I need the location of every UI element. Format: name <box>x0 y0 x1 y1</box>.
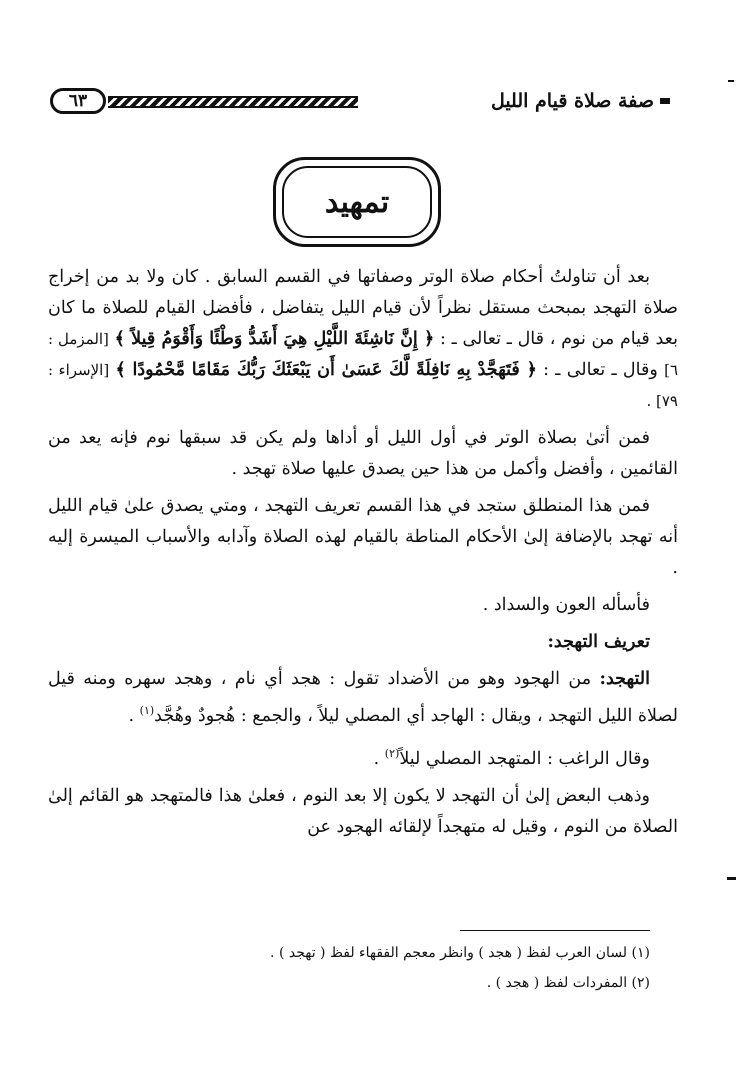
footnote-marker: (١) <box>139 704 155 717</box>
section-title: تمهيد <box>282 166 432 238</box>
paragraph-text: بعد أن تناولتُ أحكام صلاة الوتر وصفاتها في القسم السابق . كان ولا بد من إخراج صلاة التهجد بمبحث مستقل نظراً لأن قيام الليل يتفاضل ، فأفضل القيام للصلاة ما كان بعد قيام من نوم ، قال ـ تعالى ـ : <box>48 267 678 349</box>
paragraph-text: وقال الراغب : المتهجد المصلي ليلاً <box>399 748 650 769</box>
section-title-frame <box>273 157 441 247</box>
paragraph: وقال الراغب : المتهجد المصلي ليلاً$^{(٢)}$ . <box>373 746 650 769</box>
paragraph-text: وقال ـ تعالى ـ : <box>543 360 658 380</box>
definition-term: التهجد: <box>599 669 650 689</box>
running-title: صفة صلاة قيام الليل <box>490 90 654 112</box>
page-number: ٦٣ <box>50 88 106 114</box>
paragraph: فأسأله العون والسداد . <box>482 595 650 615</box>
footnote: (٢) المفردات لفظ ( هجد ) . <box>486 975 650 991</box>
ornament-icon <box>660 98 670 104</box>
footnote: (١) لسان العرب لفظ ( هجد ) وانظر معجم الفقهاء لفظ ( تهجد ) . <box>270 945 650 961</box>
paragraph: التهجد: من الهجود وهو من الأضداد تقول : هجد أي نام ، وهجد سهره ومنه قيل لصلاة الليل التهجد ، ويقال : الهاجد أي المصلي ليلاً ، والجمع : هُجودٌ وهُجَّد$^{(١)}$ . <box>48 669 678 726</box>
footnotes <box>200 940 650 1000</box>
body-text <box>48 262 678 849</box>
paragraph: وذهب البعض إلىٰ أن التهجد لا يكون إلا بعد النوم ، فعلىٰ هذا فالمتهجد هو القائم إلىٰ الصلاة من النوم ، وقيل له متهجداً لإلقائه الهجود عن <box>48 785 678 837</box>
paragraph-text: من الهجود وهو من الأضداد تقول : هجد أي نام ، وهجد سهره ومنه قيل لصلاة الليل التهجد ، ويقال : الهاجد أي المصلي ليلاً ، والجمع : هُجودٌ وهُجَّد <box>48 669 678 726</box>
footnote-divider <box>460 930 650 931</box>
footnote-marker: (٢) <box>384 746 400 760</box>
scan-mark <box>728 80 734 82</box>
paragraph: فمن أتىٰ بصلاة الوتر في أول الليل أو أداها ولم يكن قد سبقها نوم فإنه يعد من القائمين ، وأفضل وأكمل من هذا حين يصدق عليها صلاة تهجد . <box>48 428 678 479</box>
subsection-heading: تعريف التهجد: <box>547 632 650 652</box>
quran-verse: ﴿ إِنَّ نَاشِئَةَ اللَّيْلِ هِيَ أَشَدُّ وَطْئًا وَأَقْوَمُ قِيلاً ﴾ <box>114 329 435 349</box>
paragraph <box>48 262 678 417</box>
decorative-rule <box>108 96 358 108</box>
paragraph: فمن هذا المنطلق ستجد في هذا القسم تعريف التهجد ، ومتي يصدق علىٰ قيام الليل أنه تهجد بالإضافة إلىٰ الأحكام المناطة بالقيام لهذه الصلاة وآدابه والأسباب الميسرة إليه . <box>48 496 678 578</box>
scan-mark <box>727 877 736 880</box>
page-header <box>50 86 670 120</box>
verse-reference: [الإسراء : ٧٩] . <box>48 361 678 410</box>
quran-verse: ﴿ فَتَهَجَّدْ بِهِ نَافِلَةً لَّكَ عَسَىٰ أَن يَبْعَثَكَ رَبُّكَ مَقَامًا مَّحْمُودًا ﴾ <box>115 360 537 380</box>
verse-reference: [المزمل : ٦] <box>48 330 678 379</box>
